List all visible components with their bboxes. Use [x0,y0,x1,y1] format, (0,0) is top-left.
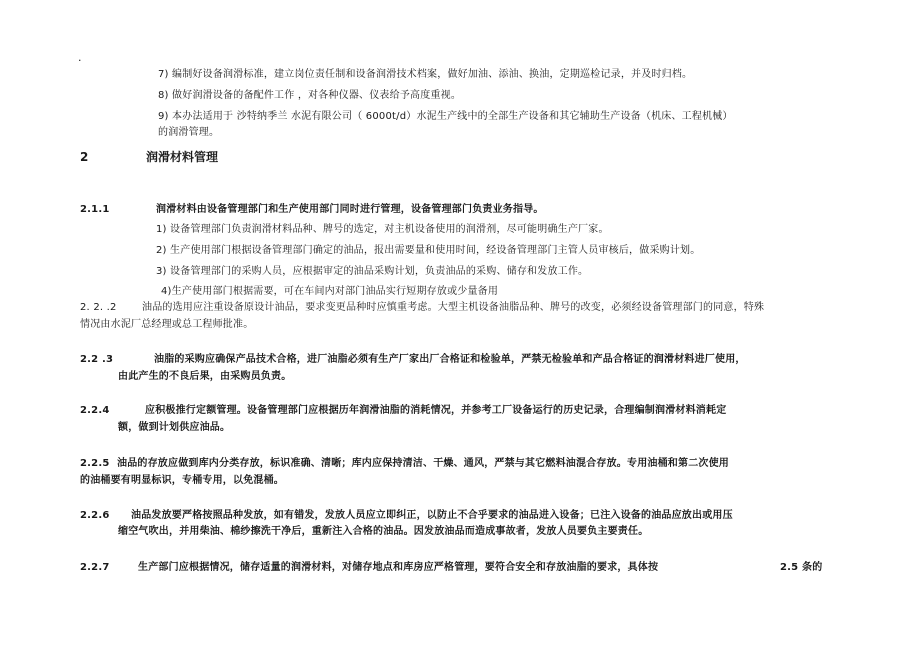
subitem-1: 1) 设备管理部门负责润滑材料品种、牌号的选定，对主机设备使用的润滑剂，尽可能明确生产厂家。 [156,224,609,235]
intro-item-9: 9) 本办法适用于 沙特纳季兰 水泥有限公司（ 6000t/d）水泥生产线中的全部生产设备和其它辅助生产设备（机床、工程机械） [158,111,733,122]
clause-text-2-2-2-line2: 情况由水泥厂总经理或总工程师批准。 [80,319,254,330]
clause-text-2-2-6-line1: 油品发放要严格按照品种发放，如有错发，发放人员应立即纠正，以防止不合乎要求的油品进入设备；已注入设备的油品应放出或用压 [131,510,733,521]
clause-number-2-2-7: 2.2.7 [80,562,110,573]
subitem-2: 2) 生产使用部门根据设备管理部门确定的油品，报出需要量和使用时间，经设备管理部门主管人员审核后，做采购计划。 [156,245,701,256]
intro-item-8: 8) 做好润滑设备的备配件工作 ，对各种仪器、仪表给予高度重视。 [158,90,462,101]
section-title: 润滑材料管理 [146,150,219,164]
intro-item-7: 7) 编制好设备润滑标准，建立岗位责任制和设备润滑技术档案，做好加油、添油、换油，定期巡检记录，并及时归档。 [158,69,693,80]
clause-text-2-2-6-line2: 缩空气吹出，并用柴油、棉纱擦洗干净后，重新注入合格的油品。因发放油品而造成事故者，发放人员要负主要责任。 [118,526,649,537]
clause-text-2-2-2-line1: 油品的选用应注重设备原设计油品，要求变更品种时应慎重考虑。大型主机设备油脂品种、牌号的改变，必须经设备管理部门的同意，特殊 [142,302,765,313]
clause-text-2-2-3-line1: 油脂的采购应确保产品技术合格，进厂油脂必须有生产厂家出厂合格证和检验单，严禁无检验单和产品合格证的润滑材料进厂使用， [154,354,746,365]
clause-text-2-2-5-line2: 的油桶要有明显标识，专桶专用，以免混桶。 [80,475,284,486]
clause-text-2-2-7-line1: 生产部门应根据情况，储存适量的润滑材料，对储存地点和库房应严格管理，要符合安全和存放油脂的要求，具体按 [138,562,659,573]
clause-text-2-1-1: 润滑材料由设备管理部门和生产使用部门同时进行管理，设备管理部门负责业务指导。 [156,204,544,215]
section-number: 2 [80,150,89,164]
clause-number-2-2-4: 2.2.4 [80,405,110,416]
subitem-3: 3) 设备管理部门的采购人员，应根据审定的油品采购计划，负责油品的采购、储存和发放工作。 [156,266,589,277]
clause-number-2-2-2: 2. 2. .2 [80,302,117,313]
clause-text-2-2-5-line1: 油品的存放应做到库内分类存放，标识准确、清晰；库内应保持清洁、干燥、通风，严禁与其它燃料油混合存放。专用油桶和第二次使用 [117,458,729,469]
clause-number-2-2-3: 2.2 .3 [80,354,114,365]
clause-text-2-2-3-line2: 由此产生的不良后果，由采购员负责。 [118,371,292,382]
clause-text-2-2-4-line1: 应积极推行定额管理。设备管理部门应根据历年润滑油脂的消耗情况，并参考工厂设备运行的历史记录，合理编制润滑材料消耗定 [145,405,727,416]
clause-text-2-2-4-line2: 额，做到计划供应油品。 [118,422,231,433]
clause-ref-2-5: 2.5 条的 [780,562,823,573]
subitem-4: 4)生产使用部门根据需要，可在车间内对部门油品实行短期存放或少量备用 [161,286,499,297]
clause-number-2-1-1: 2.1.1 [80,204,110,215]
clause-number-2-2-6: 2.2.6 [80,510,110,521]
clause-number-2-2-5: 2.2.5 [80,458,110,469]
top-mark: · [78,54,82,67]
intro-item-9-cont: 的润滑管理。 [158,127,220,138]
